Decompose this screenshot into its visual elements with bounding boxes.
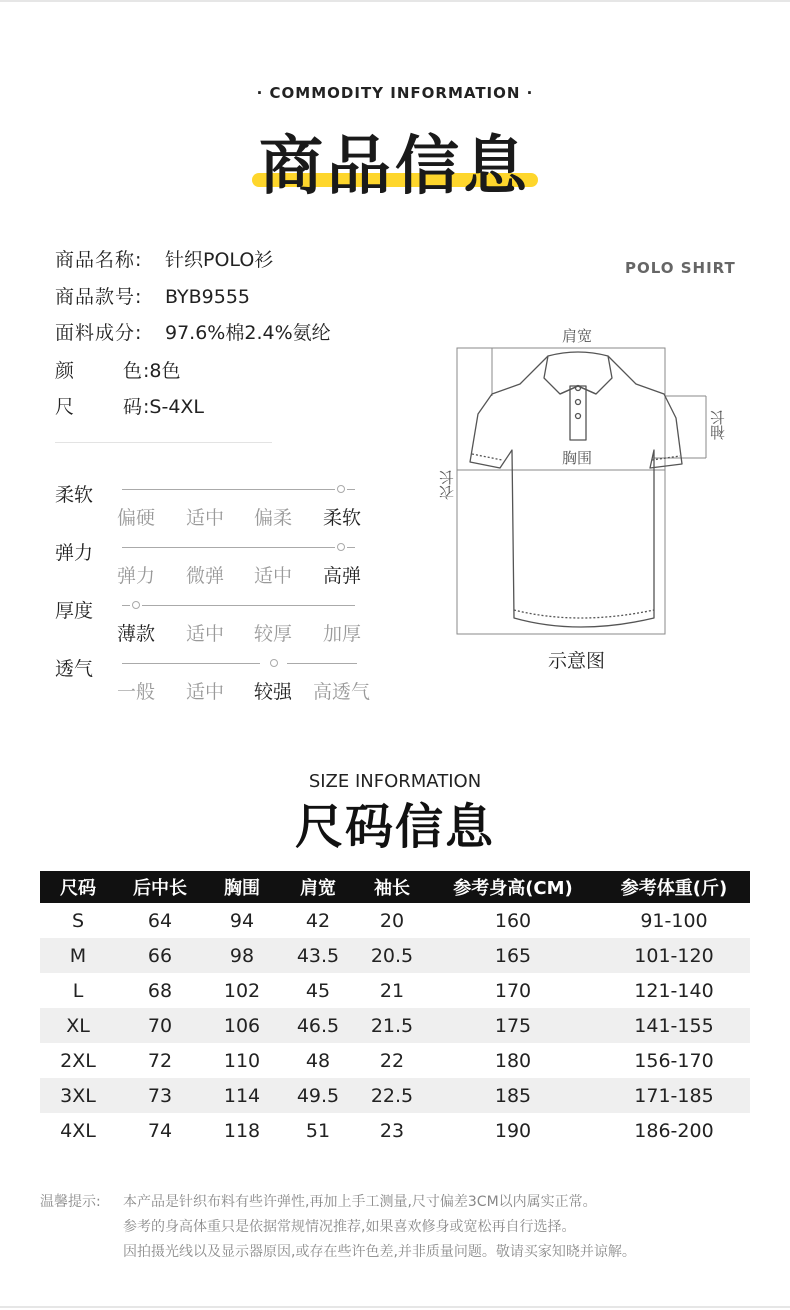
scale-line (347, 547, 355, 548)
feature-option: 适中 (254, 565, 293, 587)
shirt-outline-icon (470, 352, 682, 627)
table-cell: 51 (305, 1119, 331, 1142)
table-cell: 98 (204, 938, 280, 973)
feature-label-elasticity: 弹力 (55, 542, 94, 564)
col-header: 后中长 (116, 871, 204, 903)
table-cell: 106 (204, 1008, 280, 1043)
spec-fabric (55, 320, 331, 346)
shoulder-label: 肩宽 (562, 327, 593, 345)
feature-label-softness: 柔软 (55, 484, 94, 506)
table-row (40, 903, 750, 938)
feature-option-selected: 较强 (254, 681, 293, 703)
table-row (40, 1008, 750, 1043)
table-cell: 48 (305, 1049, 331, 1072)
table-cell: 186-200 (634, 1119, 714, 1142)
spec-label: 面料成分: (55, 322, 143, 344)
table-cell: 49.5 (280, 1078, 356, 1113)
notes-prefix: 温馨提示: (40, 1194, 101, 1210)
scale-marker (337, 485, 345, 493)
table-cell: 45 (305, 979, 331, 1002)
col-header: 参考身高(CM) (428, 871, 598, 903)
top-divider (0, 0, 790, 2)
table-cell: 21 (379, 979, 405, 1002)
table-cell: M (40, 938, 116, 973)
spec-value: :8色 (143, 360, 181, 382)
table-cell: 4XL (60, 1119, 96, 1142)
scale-marker (337, 543, 345, 551)
feature-option: 微弹 (186, 565, 225, 587)
table-cell: 2XL (60, 1049, 96, 1072)
feature-option-selected: 薄款 (117, 623, 156, 645)
table-cell: 22.5 (356, 1078, 428, 1113)
table-cell: 110 (223, 1049, 261, 1072)
table-cell: XL (40, 1008, 116, 1043)
feature-label-thickness: 厚度 (55, 600, 94, 622)
scale-line (122, 605, 130, 606)
feature-option-selected: 柔软 (323, 507, 362, 529)
spec-color (55, 358, 181, 384)
spec-value: 针织POLO衫 (165, 249, 274, 271)
table-cell: 94 (229, 909, 255, 932)
table-cell: 91-100 (640, 909, 708, 932)
feature-option: 弹力 (117, 565, 156, 587)
table-cell: 171-185 (598, 1078, 750, 1113)
table-cell: 74 (147, 1119, 173, 1142)
col-header: 胸围 (204, 871, 280, 903)
scale-line (347, 489, 355, 490)
table-cell: 141-155 (598, 1008, 750, 1043)
table-row (40, 1078, 750, 1113)
table-row (40, 973, 750, 1008)
table-cell: 73 (116, 1078, 204, 1113)
sleeve-label: 袖长 (709, 410, 727, 440)
table-cell: 42 (305, 909, 331, 932)
feature-option: 适中 (186, 507, 225, 529)
table-cell: 180 (494, 1049, 532, 1072)
feature-option: 偏硬 (117, 507, 156, 529)
table-cell: 43.5 (280, 938, 356, 973)
feature-option: 加厚 (323, 623, 362, 645)
table-cell: 20.5 (356, 938, 428, 973)
size-table (40, 871, 750, 1148)
spec-style-number (55, 284, 250, 310)
feature-label-breathability: 透气 (55, 658, 94, 680)
spec-value: BYB9555 (165, 286, 250, 308)
spec-value: 97.6%棉2.4%氨纶 (165, 322, 331, 344)
scale-line (122, 489, 335, 490)
table-cell: 23 (379, 1119, 405, 1142)
note-line: 因拍摄光线以及显示器原因,或存在些许色差,并非质量问题。敬请买家知晓并谅解。 (123, 1244, 636, 1260)
table-cell: 190 (494, 1119, 532, 1142)
spec-value: :S-4XL (143, 396, 205, 418)
spec-label: 尺码 (55, 396, 143, 418)
feature-option-selected: 高弹 (323, 565, 362, 587)
table-cell: 21.5 (356, 1008, 428, 1043)
table-row (40, 938, 750, 973)
note-line: 本产品是针织布料有些许弹性,再加上手工测量,尺寸偏差3CM以内属实正常。 (123, 1194, 597, 1210)
scale-line (122, 663, 260, 664)
table-cell: 22 (379, 1049, 405, 1072)
diagram-title: POLO SHIRT (625, 259, 736, 277)
spec-label: 颜色 (55, 360, 143, 382)
col-header: 袖长 (356, 871, 428, 903)
table-cell: 101-120 (598, 938, 750, 973)
feature-option: 高透气 (313, 681, 371, 703)
table-cell: 185 (428, 1078, 598, 1113)
table-cell: 66 (116, 938, 204, 973)
table-cell: 160 (494, 909, 532, 932)
col-header: 尺码 (40, 871, 116, 903)
table-cell: 121-140 (634, 979, 714, 1002)
scale-line (142, 605, 355, 606)
table-cell: L (72, 979, 84, 1002)
spec-label: 商品名称: (55, 249, 143, 271)
length-measure-box (457, 348, 665, 634)
chest-label: 胸围 (562, 449, 593, 467)
scale-line (122, 547, 335, 548)
table-cell: 175 (428, 1008, 598, 1043)
table-cell: 118 (223, 1119, 261, 1142)
table-cell: 165 (428, 938, 598, 973)
table-cell: 114 (204, 1078, 280, 1113)
table-row (40, 1113, 750, 1148)
col-header: 肩宽 (280, 871, 356, 903)
scale-line (287, 663, 357, 664)
feature-option: 适中 (186, 681, 225, 703)
spec-size (55, 394, 204, 420)
diagram-caption: 示意图 (548, 650, 606, 672)
table-cell: 64 (147, 909, 173, 932)
table-cell: 46.5 (280, 1008, 356, 1043)
scale-marker (132, 601, 140, 609)
length-label: 衣长 (438, 470, 456, 500)
commodity-info-en-title: · COMMODITY INFORMATION · (256, 84, 534, 102)
feature-option: 较厚 (254, 623, 293, 645)
table-cell: 102 (223, 979, 261, 1002)
size-table-header (40, 871, 750, 903)
feature-option: 一般 (117, 681, 156, 703)
table-cell: 170 (494, 979, 532, 1002)
bottom-divider (0, 1306, 790, 1308)
table-cell: S (71, 909, 85, 932)
size-info-en-title: SIZE INFORMATION (308, 771, 482, 792)
table-cell: 156-170 (634, 1049, 714, 1072)
commodity-info-title: 商品信息 (259, 130, 531, 204)
col-header: 参考体重(斤) (598, 871, 750, 903)
spec-divider (55, 442, 272, 443)
note-line: 参考的身高体重只是依据常规情况推荐,如果喜欢修身或宽松再自行选择。 (123, 1219, 576, 1235)
table-cell: 70 (116, 1008, 204, 1043)
feature-option: 适中 (186, 623, 225, 645)
scale-marker (270, 659, 278, 667)
size-info-title: 尺码信息 (294, 799, 495, 855)
spec-label: 商品款号: (55, 286, 143, 308)
table-cell: 3XL (40, 1078, 116, 1113)
table-cell: 68 (147, 979, 173, 1002)
table-cell: 72 (147, 1049, 173, 1072)
spec-name (55, 247, 273, 273)
feature-option: 偏柔 (254, 507, 293, 529)
polo-shirt-diagram (430, 318, 750, 648)
table-row (40, 1043, 750, 1078)
table-cell: 20 (379, 909, 405, 932)
